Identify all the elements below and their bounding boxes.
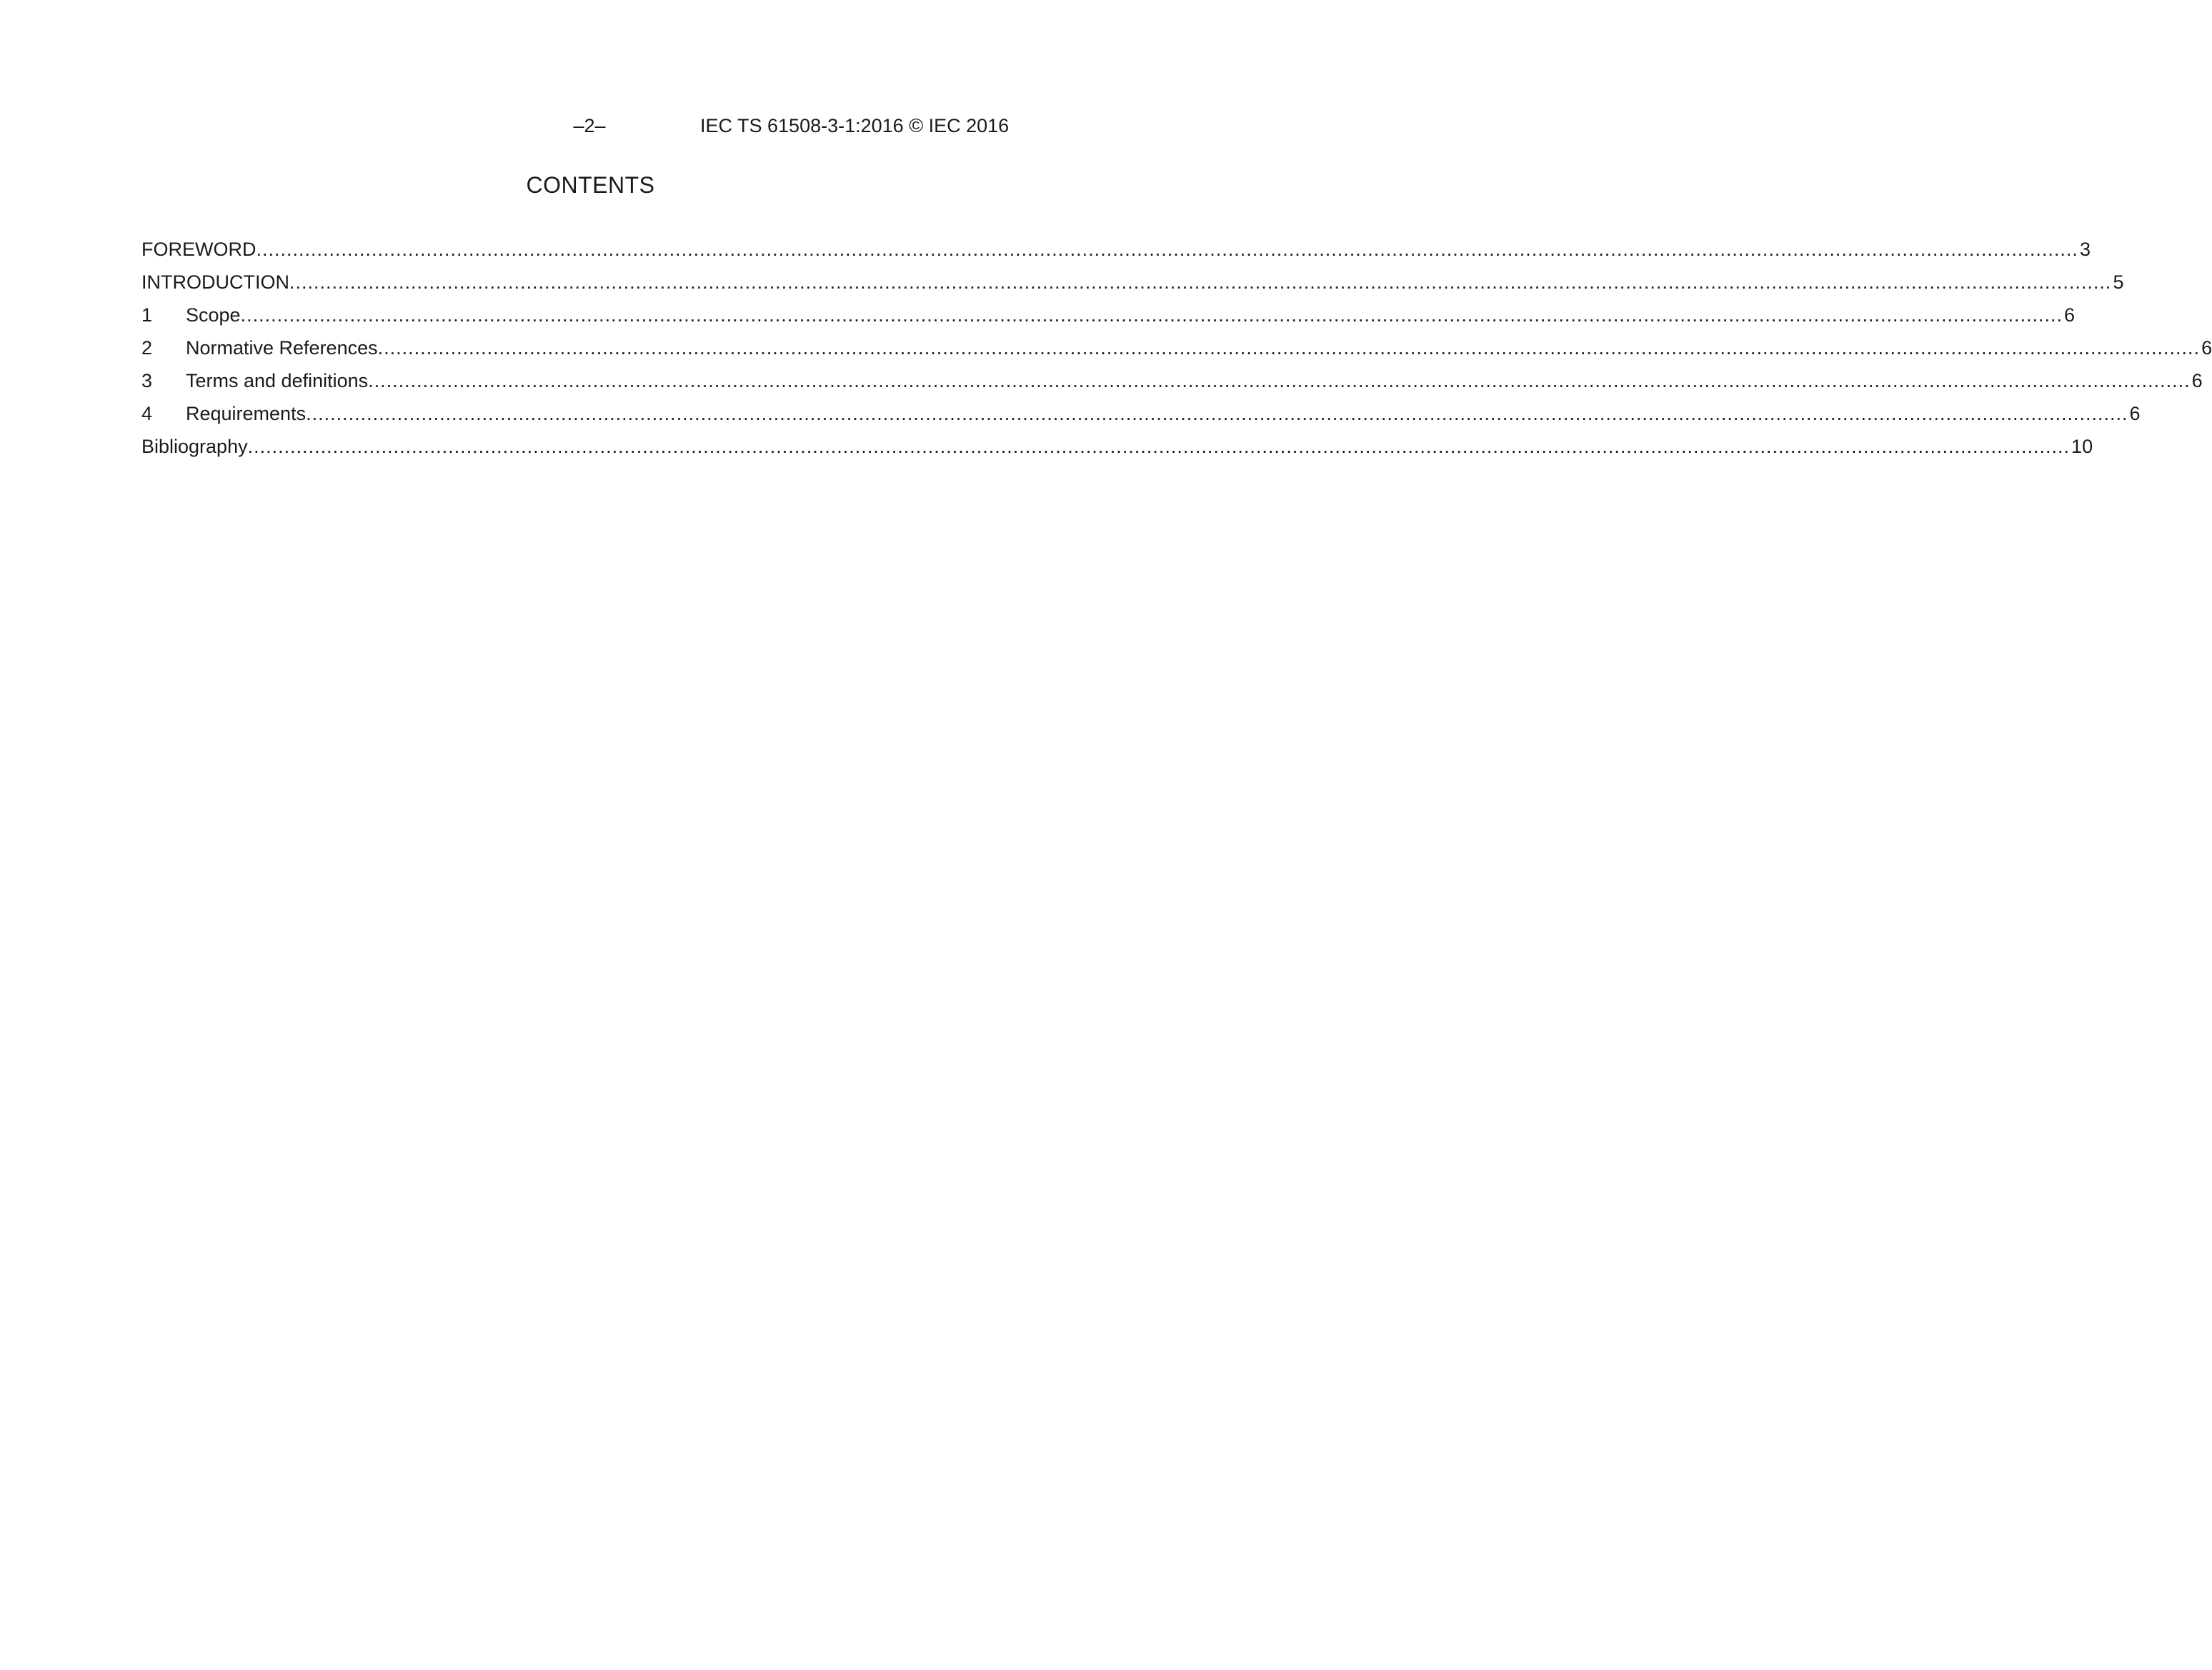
toc-entry-scope[interactable]	[141, 304, 2076, 336]
toc-entry-number: 3	[141, 370, 153, 391]
toc-leader-dots: ............................................................................................................................................................................................................................................................................................................	[377, 337, 2201, 359]
toc-leader-dots: ............................................................................................................................................................................................................................................................................................................	[247, 436, 2071, 457]
toc-entry-title: Requirements	[186, 403, 307, 424]
toc-entry-terms-and-definitions[interactable]	[141, 369, 2203, 402]
toc-entry-page: 6	[2064, 304, 2076, 326]
toc-entry-page: 6	[2129, 403, 2141, 424]
toc-entry-title: Terms and definitions	[186, 370, 369, 391]
toc-entry-introduction[interactable]	[141, 271, 2124, 304]
toc-entry-foreword[interactable]	[141, 238, 2091, 271]
toc-entry-page: 5	[2113, 271, 2124, 293]
toc-entry-normative-references[interactable]	[141, 336, 2212, 369]
toc-entry-number: 1	[141, 304, 153, 326]
toc-entry-number: 4	[141, 403, 153, 424]
toc-entry-page: 10	[2071, 436, 2093, 457]
table-of-contents	[141, 238, 2212, 468]
toc-entry-requirements[interactable]	[141, 402, 2141, 435]
toc-entry-page: 6	[2201, 337, 2212, 359]
toc-leader-dots: ............................................................................................................................................................................................................................................................................................................	[289, 271, 2112, 293]
toc-entry-title: Bibliography	[141, 436, 248, 457]
toc-entry-page: 6	[2191, 370, 2203, 391]
toc-leader-dots: ............................................................................................................................................................................................................................................................................................................	[240, 304, 2063, 326]
toc-leader-dots: ............................................................................................................................................................................................................................................................................................................	[306, 403, 2128, 424]
toc-entry-title: INTRODUCTION	[141, 271, 289, 293]
toc-leader-dots: ............................................................................................................................................................................................................................................................................................................	[368, 370, 2191, 391]
toc-entry-title: Normative References	[186, 337, 378, 359]
toc-entry-title: Scope	[186, 304, 241, 326]
page-number: –2–	[573, 115, 606, 136]
contents-heading: CONTENTS	[526, 172, 655, 198]
document-reference: IEC TS 61508-3-1:2016 © IEC 2016	[700, 115, 1010, 136]
toc-leader-dots: ............................................................................................................................................................................................................................................................................................................	[256, 239, 2078, 260]
toc-entry-bibliography[interactable]	[141, 435, 2093, 468]
toc-entry-title: FOREWORD	[141, 239, 256, 260]
toc-entry-number: 2	[141, 337, 153, 359]
toc-entry-page: 3	[2079, 239, 2091, 260]
